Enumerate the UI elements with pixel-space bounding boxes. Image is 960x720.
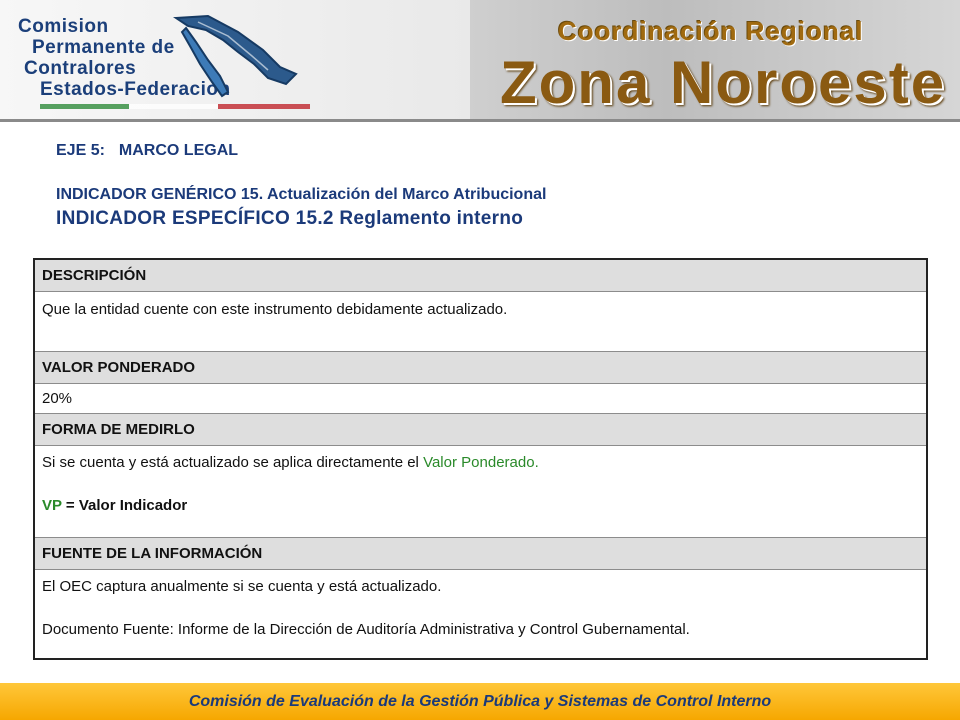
valor-ponderado-value: 20% [35,384,926,414]
forma-medirlo-header: FORMA DE MEDIRLO [35,414,926,446]
header-banner [0,0,960,122]
eje-heading [56,142,238,160]
descripcion-header: DESCRIPCIÓN [35,260,926,292]
forma-medirlo-text [42,454,919,471]
indicador-especifico: INDICADOR ESPECÍFICO 15.2 Reglamento interno [56,208,524,229]
org-line-2: Permanente de [32,37,175,58]
forma-text-p: P [461,454,472,471]
indicator-table [33,258,928,660]
forma-text-onderado: onderado. [471,454,539,471]
eje-title: MARCO LEGAL [118,142,239,159]
valor-ponderado-header: VALOR PONDERADO [35,352,926,384]
indicador-generico: INDICADOR GENÉRICO 15. Actualización del Marco Atribucional [56,186,547,203]
coordinacion-regional-title: Coordinación Regional [558,16,864,46]
mexico-map-emblem-icon [168,12,308,107]
fuente-documento: Documento Fuente: Informe de la Dirección de Auditoría Administrativa y Control Gubernamental. [42,621,690,638]
fuente-informacion-header: FUENTE DE LA INFORMACIÓN [35,538,926,570]
eje-label: EJE 5: [56,142,105,159]
vp-rest: = Valor Indicador [61,497,188,514]
vp-label: VP [42,497,62,514]
org-line-1: Comision [18,16,109,37]
vp-formula [42,497,919,514]
org-line-4: Estados-Federacion [40,79,231,100]
footer-bar: Comisión de Evaluación de la Gestión Pública y Sistemas de Control Interno [0,683,960,720]
fuente-text: El OEC captura anualmente si se cuenta y está actualizado. [42,578,442,595]
forma-medirlo-cell [35,446,926,538]
descripcion-text: Que la entidad cuente con este instrumento debidamente actualizado. [35,292,926,352]
forma-text-alor: alor [431,454,462,471]
forma-text-v: V [423,454,432,471]
org-line-3: Contralores [24,58,137,79]
fuente-informacion-cell [35,570,926,658]
forma-text-pre: Si se cuenta y está actualizado se aplica directamente el [42,454,424,471]
zona-noroeste-title: Zona Noroeste [500,49,947,116]
